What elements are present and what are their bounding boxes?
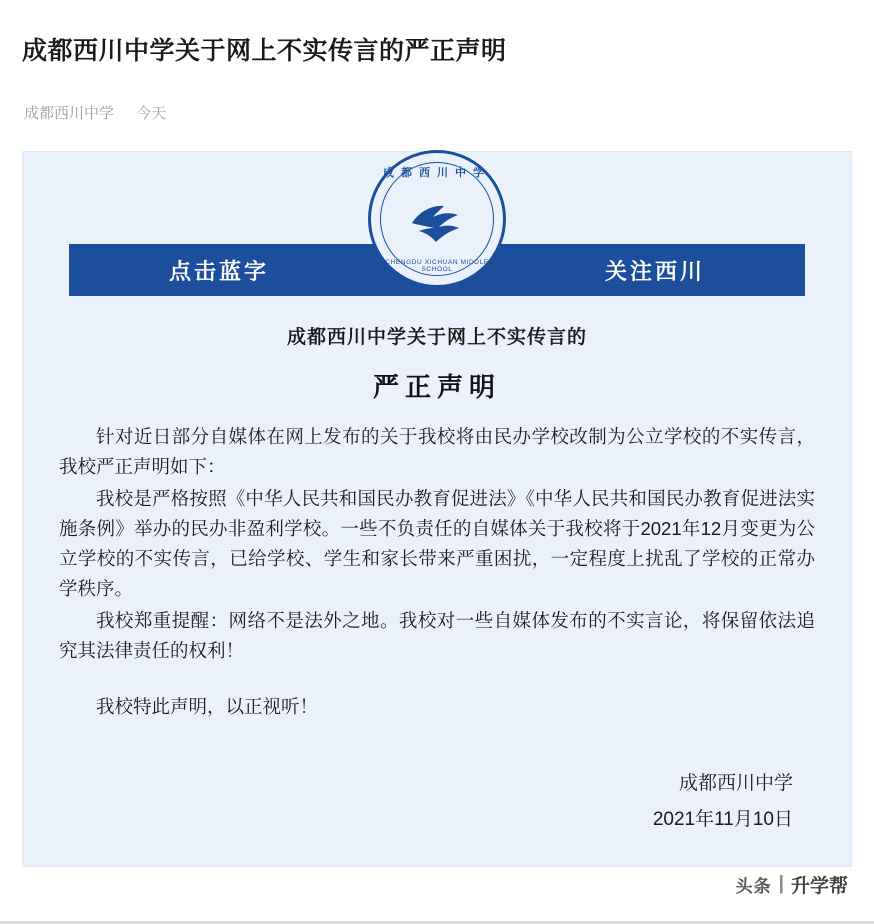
banner-right-text: 关注西川	[604, 258, 705, 284]
watermark-account: 升学帮	[790, 875, 848, 897]
byline	[0, 84, 874, 123]
logo-arc-top-text: 成都西川中学	[383, 167, 491, 179]
signature-name: 成都西川中学	[678, 772, 793, 794]
watermark-platform: 头条	[735, 876, 772, 896]
page-title: 成都西川中学关于网上不实传言的严正声明	[22, 36, 507, 65]
banner-left-text: 点击蓝字	[169, 258, 270, 284]
bottom-divider	[0, 921, 874, 924]
logo-arc-bottom-text: CHENGDU XICHUAN MIDDLE SCHOOL	[385, 259, 489, 273]
school-logo	[368, 150, 506, 288]
statement-heading: 严正声明	[372, 373, 501, 402]
article-source[interactable]: 成都西川中学	[24, 105, 115, 122]
statement-paragraph: 我校特此声明，以正视听！	[96, 695, 319, 717]
statement-paragraph: 我校是严格按照《中华人民共和国民办教育促进法》《中华人民共和国民办教育促进法实施条例》举办的民办非盈利学校。一些不负责任的自媒体关于我校将于2021年12月变更为公立学校的不实传言，已给学校、学生和家长带来严重困扰，一定程度上扰乱了学校的正常办学秩序。	[59, 487, 815, 599]
statement-paragraph: 我校郑重提醒：网络不是法外之地。我校对一些自媒体发布的不实言论，将保留依法追究其法律责任的权利！	[59, 609, 815, 661]
signature-block	[23, 766, 793, 838]
statement-paragraph: 针对近日部分自媒体在网上发布的关于我校将由民办学校改制为公立学校的不实传言，我校严正声明如下：	[59, 426, 815, 477]
statement-body	[59, 422, 815, 722]
watermark-separator: |	[778, 873, 784, 895]
article-page	[0, 17, 874, 924]
statement-subtitle: 成都西川中学关于网上不实传言的	[286, 327, 587, 348]
statement-card	[22, 151, 852, 867]
watermark	[736, 871, 848, 898]
article-date: 今天	[136, 105, 167, 122]
signature-date: 2021年11月10日	[652, 808, 793, 830]
